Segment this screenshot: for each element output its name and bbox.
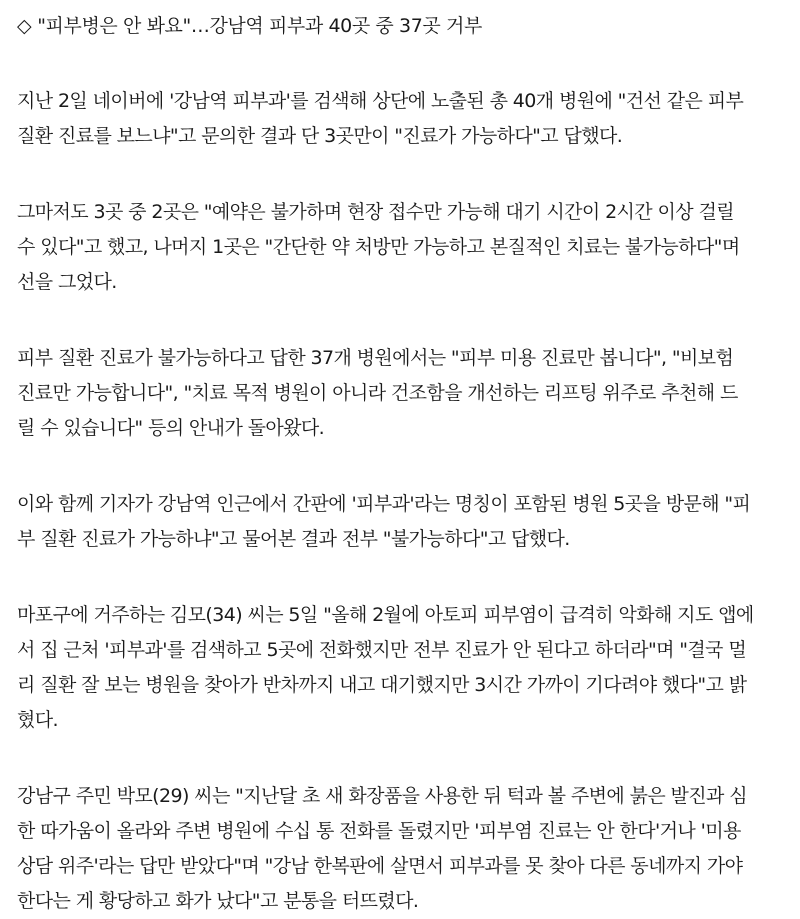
- paragraph-line: 마포구에 거주하는 김모(34) 씨는 5일 "올해 2월에 아토피 피부염이 급격히 악화해 지도 앱에: [17, 604, 754, 626]
- paragraph-5: [17, 598, 784, 738]
- paragraph-line: 서 집 근처 '피부과'를 검색하고 5곳에 전화했지만 전부 진료가 안 된다고 하더라"며 "결국 멀: [17, 639, 747, 661]
- subheading-text: "피부병은 안 봐요"…강남역 피부과 40곳 중 37곳 거부: [37, 15, 482, 37]
- paragraph-line: 리 질환 잘 보는 병원을 찾아가 반차까지 내고 대기했지만 3시간 가까이 기다려야 했다"고 밝: [17, 674, 747, 696]
- paragraph-line: 피부 질환 진료가 불가능하다고 답한 37개 병원에서는 "피부 미용 진료만 봅니다", "비보험: [17, 347, 734, 369]
- article-subheading: [17, 10, 784, 42]
- paragraph-line: 혔다.: [17, 709, 58, 731]
- paragraph-4: [17, 487, 784, 557]
- paragraph-line: 부 질환 진료가 가능하냐"고 물어본 결과 전부 "불가능하다"고 답했다.: [17, 528, 570, 550]
- paragraph-line: 상담 위주'라는 답만 받았다"며 "강남 한복판에 살면서 피부과를 못 찾아 다른 동네까지 가야: [17, 855, 743, 877]
- paragraph-line: 그마저도 3곳 중 2곳은 "예약은 불가하며 현장 접수만 가능해 대기 시간이 2시간 이상 걸릴: [17, 201, 734, 223]
- paragraph-line: 질환 진료를 보느냐"고 문의한 결과 단 3곳만이 "진료가 가능하다"고 답했다.: [17, 125, 623, 147]
- diamond-marker-icon: ◇: [17, 15, 32, 37]
- paragraph-line: 한 따가움이 올라와 주변 병원에 수십 통 전화를 돌렸지만 '피부염 진료는 안 한다'거나 '미용: [17, 820, 741, 842]
- paragraph-line: 릴 수 있습니다" 등의 안내가 돌아왔다.: [17, 417, 325, 439]
- paragraph-line: 선을 그었다.: [17, 271, 117, 293]
- paragraph-line: 진료만 가능합니다", "치료 목적 병원이 아니라 건조함을 개선하는 리프팅 위주로 추천해 드: [17, 382, 738, 404]
- paragraph-2: [17, 195, 784, 300]
- paragraph-3: [17, 341, 784, 446]
- paragraph-line: 지난 2일 네이버에 '강남역 피부과'를 검색해 상단에 노출된 총 40개 병원에 "건선 같은 피부: [17, 90, 744, 112]
- paragraph-line: 한다는 게 황당하고 화가 났다"고 분통을 터뜨렸다.: [17, 890, 419, 912]
- paragraph-line: 수 있다"고 했고, 나머지 1곳은 "간단한 약 처방만 가능하고 본질적인 치료는 불가능하다"며: [17, 236, 740, 258]
- paragraph-1: [17, 84, 784, 154]
- paragraph-6: [17, 779, 784, 919]
- paragraph-line: 이와 함께 기자가 강남역 인근에서 간판에 '피부과'라는 명칭이 포함된 병원 5곳을 방문해 "피: [17, 493, 751, 515]
- paragraph-line: 강남구 주민 박모(29) 씨는 "지난달 초 새 화장품을 사용한 뒤 턱과 볼 주변에 붉은 발진과 심: [17, 785, 747, 807]
